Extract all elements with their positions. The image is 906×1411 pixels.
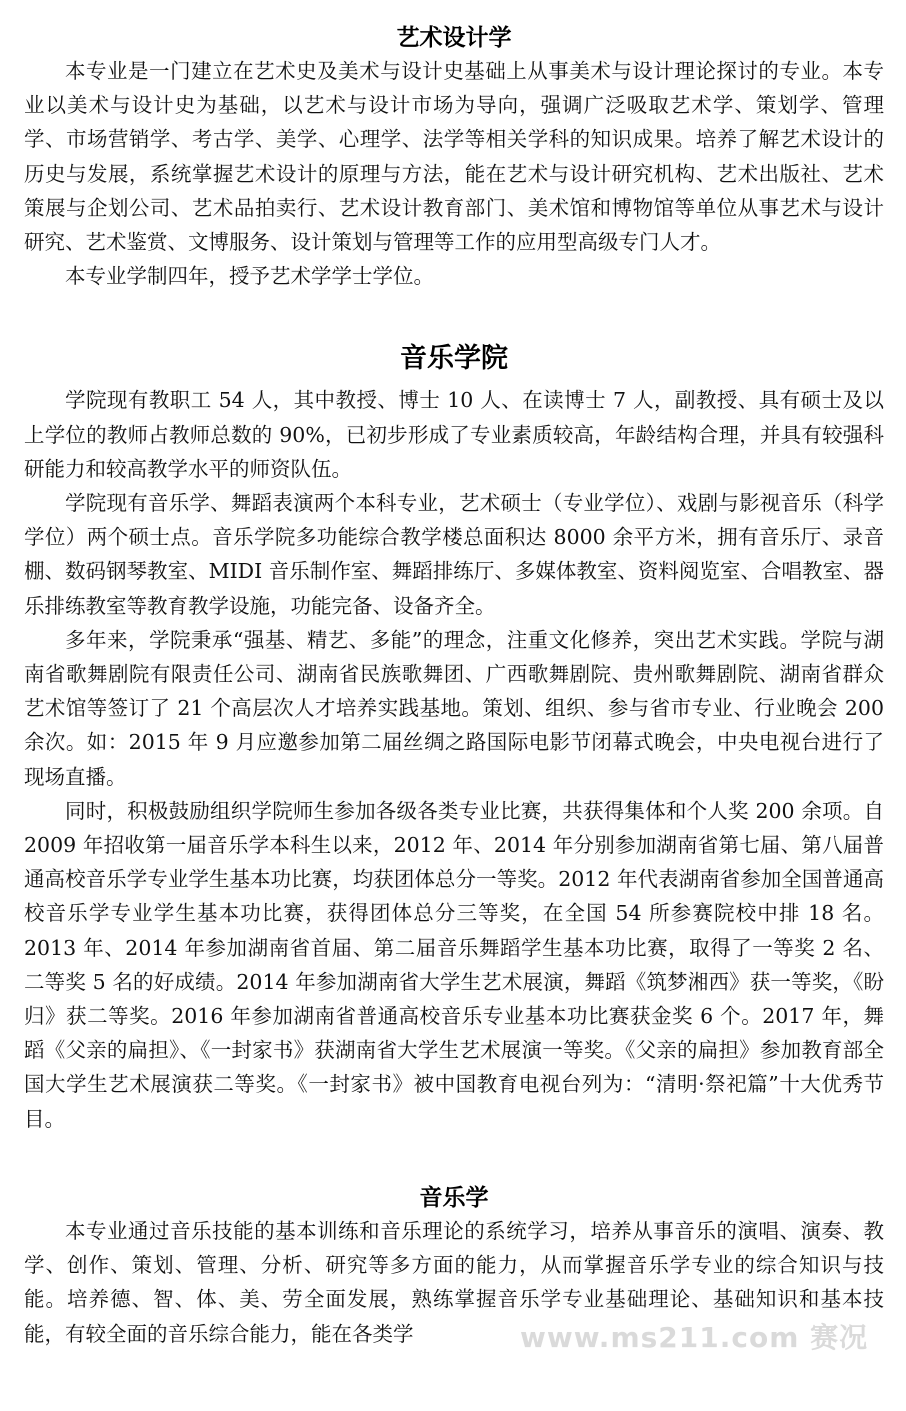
art-design-paragraph-1: 本专业是一门建立在艺术史及美术与设计史基础上从事美术与设计理论探讨的专业。本专业以美术与设计史为基础，以艺术与设计市场为导向，强调广泛吸取艺术学、策划学、管理学、市场营销学、考古学、美学、心理学、法学等相关学科的知识成果。培养了解艺术设计的历史与发展，系统掌握艺术设计的原理与方法，能在艺术与设计研究机构、艺术出版社、艺术策展与企划公司、艺术品拍卖行、艺术设计教育部门、美术馆和博物馆等单位从事艺术与设计研究、艺术鉴赏、文博服务、设计策划与管理等工作的应用型高级专门人才。 — [24, 59, 884, 255]
music-college-paragraph-3: 多年来，学院秉承“强基、精艺、多能”的理念，注重文化修养，突出艺术实践。学院与湖南省歌舞剧院有限责任公司、湖南省民族歌舞团、广西歌舞剧院、贵州歌舞剧院、湖南省群众艺术馆等签订了 21 个高层次人才培养实践基地。策划、组织、参与省市专业、行业晚会 200 余次。如：2015 年 9 月应邀参加第二届丝绸之路国际电影节闭幕式晚会，中央电视台进行了现场直播。 — [24, 627, 884, 789]
section-spacer — [24, 1136, 884, 1182]
music-college-paragraph-4: 同时，积极鼓励组织学院师生参加各级各类专业比赛，共获得集体和个人奖 200 余项。自 2009 年招收第一届音乐学本科生以来，2012 年、2014 年分别参加湖南省第七届、第八届普通高校音乐学专业学生基本功比赛，均获团体总分一等奖。2012 年代表湖南省参加全国普通高校音乐学专业学生基本功比赛，获得团体总分三等奖，在全国 54 所参赛院校中排 18 名。2013 年、2014 年参加湖南省首届、第二届音乐舞蹈学生基本功比赛，取得了一等奖 2 名、二等奖 5 名的好成绩。2014 年参加湖南省大学生艺术展演，舞蹈《筑梦湘西》获一等奖，《盼归》获二等奖。2016 年参加湖南省普通高校音乐专业基本功比赛获金奖 6 个。2017 年，舞蹈《父亲的扁担》、《一封家书》获湖南省大学生艺术展演一等奖。《父亲的扁担》参加教育部全国大学生艺术展演获二等奖。《一封家书》被中国教育电视台列为：“清明·祭祀篇”十大优秀节目。 — [24, 798, 884, 1131]
section-title-music-college: 音乐学院 — [400, 343, 508, 375]
musicology-paragraph-1: 本专业通过音乐技能的基本训练和音乐理论的系统学习，培养从事音乐的演唱、演奏、教学、创作、策划、管理、分析、研究等多方面的能力，从而掌握音乐学专业的综合知识与技能。培养德、智、体、美、劳全面发展，熟练掌握音乐学专业基础理论、基础知识和基本技能，有较全面的音乐综合能力，能在各类学 — [24, 1218, 884, 1346]
section-spacer — [24, 293, 884, 341]
art-design-paragraph-2: 本专业学制四年，授予艺术学学士学位。 — [65, 264, 434, 289]
watermark-text: www.ms211.com 赛况 — [520, 1321, 869, 1354]
section-title-art-design: 艺术设计学 — [396, 25, 512, 51]
section-title-musicology: 音乐学 — [419, 1184, 489, 1211]
music-college-paragraph-1: 学院现有教职工 54 人，其中教授、博士 10 人、在读博士 7 人，副教授、具有硕士及以上学位的教师占教师总数的 90%，已初步形成了专业素质较高，年龄结构合理，并具有较强科研能力和较高教学水平的师资队伍。 — [24, 388, 884, 481]
music-college-paragraph-2: 学院现有音乐学、舞蹈表演两个本科专业，艺术硕士（专业学位）、戏剧与影视音乐（科学学位）两个硕士点。音乐学院多功能综合教学楼总面积达 8000 余平方米，拥有音乐厅、录音棚、数码钢琴教室、MIDI 音乐制作室、舞蹈排练厅、多媒体教室、资料阅览室、合唱教室、器乐排练教室等教育教学设施，功能完备、设备齐全。 — [24, 491, 884, 618]
